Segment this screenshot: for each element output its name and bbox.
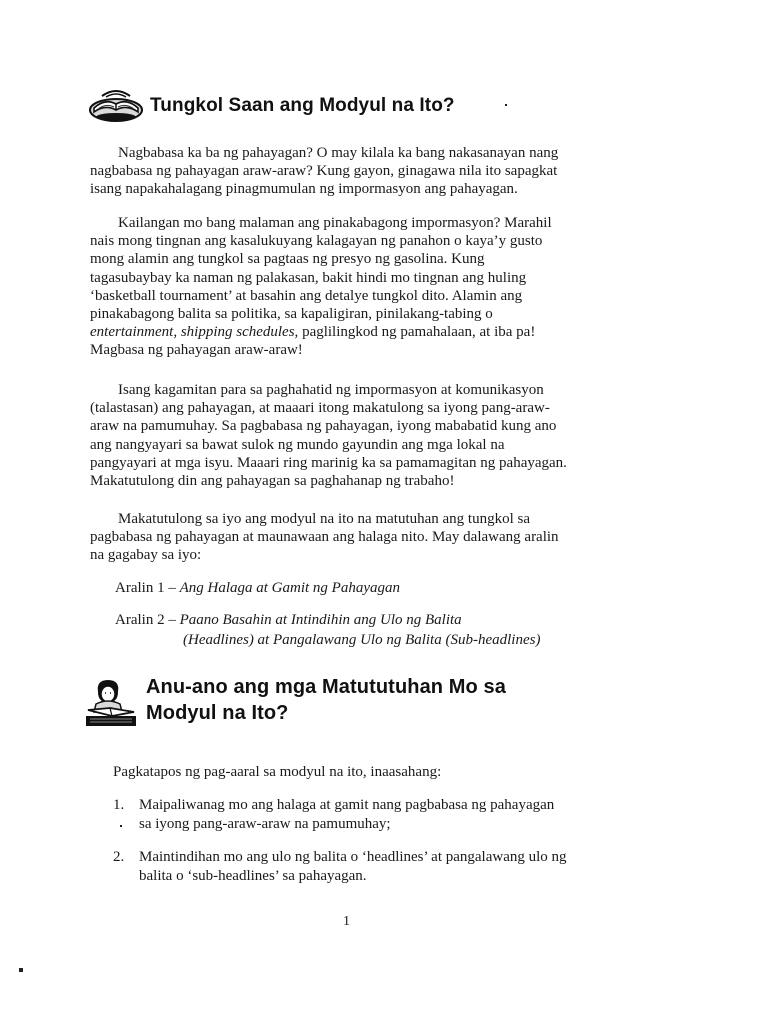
paragraph-line: na gagabay sa iyo: [90,547,202,564]
paragraph-3 [90,381,610,490]
list-number: 2. [113,849,125,865]
paragraph-line: mong alamin ang tungkol sa pagtaas ng presyo ng gasolina. Kung [90,251,485,268]
open-book-icon [88,88,144,124]
scan-speck [505,104,507,106]
paragraph-2 [90,214,610,360]
paragraph-line: ‘basketball tournament’ at basahin ang detalye tungkol dito. Alamin ang [90,287,523,304]
paragraph-line: ang nangyayari sa bawat sulok ng mundo gayundin ang mga lokal na [90,436,505,453]
paragraph-line: Nagbabasa ka ba ng pahayagan? O may kilala ka bang nakasanayan nang [118,145,559,161]
scan-speck [120,825,122,827]
objective-item-1 [113,796,554,834]
paragraph-line: nagbabasa ng pahayagan araw-araw? Kung gayon, ginagawa nila ito sapagkat [90,163,558,180]
paragraph-line: Kailangan mo bang malaman ang pinakabagong impormasyon? Marahil [118,215,552,231]
paragraph-line: (talastasan) ang pahayagan, at maaari itong makatulong sa iyong pang-araw- [90,400,550,417]
objective-item-2 [113,848,567,886]
list-item-line: Maipaliwanag mo ang halaga at gamit nang pagbabasa ng pahayagan [139,797,555,813]
section-heading-title [146,674,506,726]
paragraph-line: tagasubaybay ka naman ng palakasan, bakit hindi mo tingnan ang huling [90,269,527,286]
italic-text: entertainment, shipping schedules, [90,324,299,341]
paragraph-line: pinakabagong balita sa politika, sa kapaligiran, pinilakang-tabing o [90,306,493,323]
list-item-line: sa iyong pang-araw-araw na pamumuhay; [139,816,391,832]
paragraph-line: pangyayari at mga isyu. Maaari ring marinig ka sa pamamagitan ng pahayagan. [90,454,567,471]
list-number: 1. [113,797,125,813]
aralin-2 [115,610,540,650]
section-heading-title: Tungkol Saan ang Modyul na Ito? [150,95,455,116]
section-heading-line: Anu-ano ang mga Matututuhan Mo sa [146,676,506,698]
aralin-title: Paano Basahin at Intindihin ang Ulo ng Balita [179,612,462,628]
aralin-1 [115,578,400,598]
paragraph-line: Makatutulong din ang pahayagan sa paghahanap ng trabaho! [90,473,455,490]
paragraph-line: nais mong tingnan ang kasalukuyang kalagayan ng panahon o kaya’y gusto [90,233,543,250]
paragraph-line: Makatutulong sa iyo ang modyul na ito na matutuhan ang tungkol sa [118,511,531,527]
list-item-line: Maintindihan mo ang ulo ng balita o ‘headlines’ at pangalawang ulo ng [139,849,567,865]
section-heading-about [88,88,455,124]
aralin-title: Ang Halaga at Gamit ng Pahayagan [179,580,400,596]
section-heading-objectives [84,674,506,728]
paragraph-line: araw na pamumuhay. Sa pagbabasa ng pahayagan, iyong mababatid kung ano [90,418,557,435]
aralin-title-continuation: (Headlines) at Pangalawang Ulo ng Balita (Sub-headlines) [183,632,541,648]
aralin-label: Aralin 2 – [115,612,180,628]
paragraph-line: Isang kagamitan para sa paghahatid ng impormasyon at komunikasyon [118,382,544,398]
paragraph-1 [90,144,610,199]
paragraph-line: isang napakahalagang pinagmumulan ng impormasyon ang pahayagan. [90,181,518,198]
paragraph-line: pagbabasa ng pahayagan at maunawaan ang halaga nito. May dalawang aralin [90,529,559,546]
paragraph-line: Magbasa ng pahayagan araw-araw! [90,342,303,359]
page-number: 1 [343,914,350,929]
scan-speck [19,968,23,972]
paragraph-line [90,323,610,341]
reading-student-icon [84,678,138,728]
list-item-line: balita o ‘sub-headlines’ sa pahayagan. [139,868,367,884]
objectives-intro: Pagkatapos ng pag-aaral sa modyul na ito, inaasahang: [113,764,442,780]
paragraph-4 [90,510,610,565]
aralin-label: Aralin 1 – [115,580,180,596]
section-heading-line: Modyul na Ito? [146,702,289,724]
paragraph-text: paglilingkod ng pamahalaan, at iba pa! [298,324,536,341]
